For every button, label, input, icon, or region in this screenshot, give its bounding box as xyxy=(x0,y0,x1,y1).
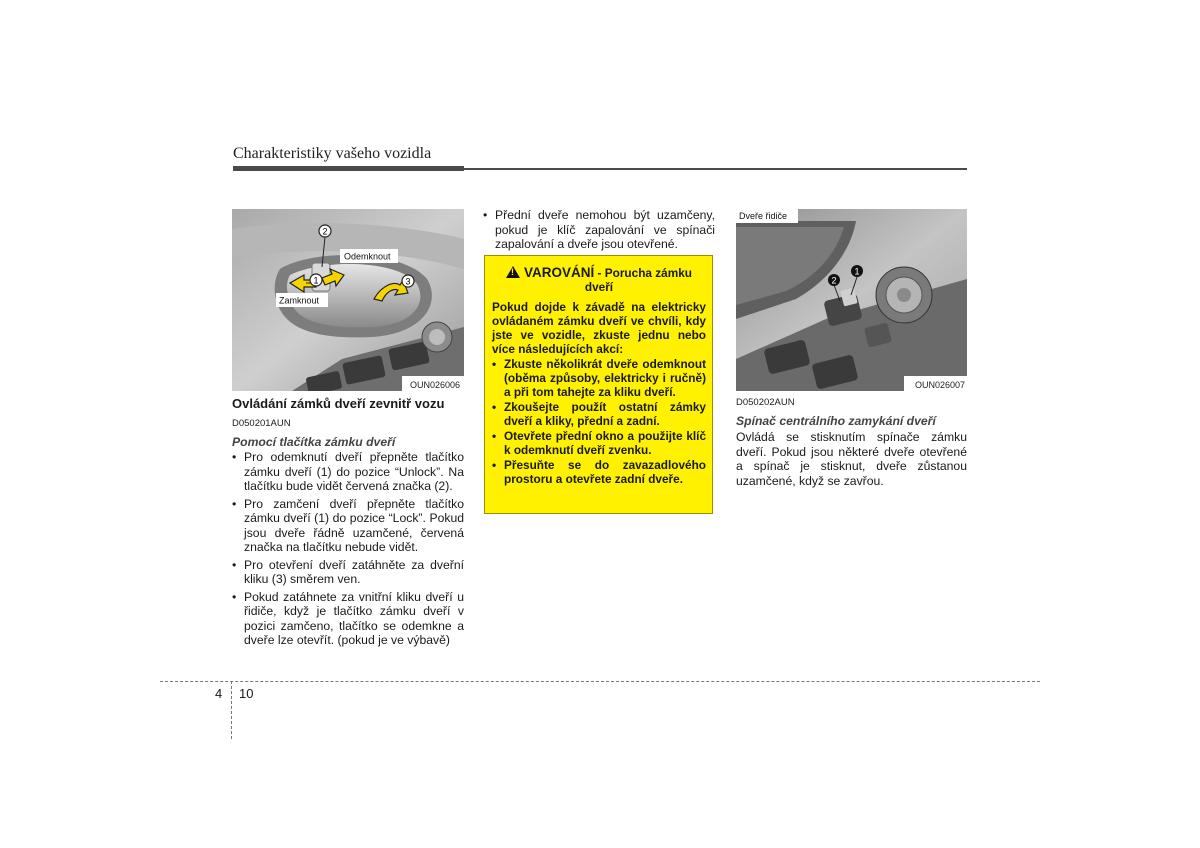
door-handle-illustration xyxy=(232,209,464,391)
warning-box xyxy=(484,255,713,514)
list-item: • Pro zamčení dveří přepněte tlačítko zámku dveří (1) do pozice “Lock”. Pokud jsou dveře řádně uzamčené, červená značka na tlačítku nebude vidět. xyxy=(232,497,464,555)
footer-dashed-rule xyxy=(160,681,1040,682)
callout-1-text: 1 xyxy=(313,275,319,286)
warning-actions-list xyxy=(492,357,706,486)
list-item: • Otevřete přední okno a použijte klíč k odemknutí dveří zvenku. xyxy=(492,429,706,457)
header-rule-thick xyxy=(233,166,464,171)
list-item: • Zkoušejte použít ostatní zámky dveří a kliky, přední a zadní. xyxy=(492,400,706,428)
chapter-number: 4 xyxy=(215,686,223,701)
list-item: • Pokud zatáhnete za vnitřní kliku dveří u řidiče, když je tlačítko zámku dveří v pozici zamčeno, tlačítko se odemkne a dveře lze otevřít. (pokud je ve výbavě) xyxy=(232,590,464,648)
callout-2-right-text: 2 xyxy=(831,275,837,286)
section-code: D050201AUN xyxy=(232,418,291,429)
header-rule-thin xyxy=(464,168,967,170)
central-lock-switch-illustration xyxy=(736,209,967,391)
unlock-label: Odemknout xyxy=(344,251,391,262)
section-title-inside-locks: Ovládání zámků dveří zevnitř vozu xyxy=(232,396,445,411)
callout-2-text: 2 xyxy=(322,226,328,237)
footer-vertical-rule xyxy=(231,681,232,739)
warning-label: VAROVÁNÍ xyxy=(524,265,595,280)
left-column xyxy=(232,396,464,651)
warning-intro: Pokud dojde k závadě na elektricky ovládaném zámku dveří ve chvíli, kdy jste ve vozidle, zkuste jednu nebo více následujících akcí: xyxy=(492,300,706,356)
callout-1-right-text: 1 xyxy=(854,266,860,277)
subheading-lock-button: Pomocí tlačítka zámku dveří xyxy=(232,434,396,449)
right-column xyxy=(736,396,967,488)
figure-right-code: OUN026007 xyxy=(914,380,965,390)
callout-3-text: 3 xyxy=(405,276,411,287)
list-item: • Přední dveře nemohou být uzamčeny, pokud je klíč zapalování ve spínači zapalování a dveře jsou otevřené. xyxy=(483,208,715,252)
warning-title: - Porucha zámku dveří xyxy=(584,266,692,294)
warning-heading xyxy=(492,266,706,294)
central-lock-description: Ovládá se stisknutím spínače zámku dveří. Pokud jsou některé dveře otevřené a spínač je stisknut, dveře zůstanou uzamčené, když se zavřou. xyxy=(736,430,967,488)
list-item: • Přesuňte se do zavazadlového prostoru a otevřete zadní dveře. xyxy=(492,458,706,486)
page-header-title: Charakteristiky vašeho vozidla xyxy=(233,145,432,162)
middle-column xyxy=(483,207,715,255)
section-code-right: D050202AUN xyxy=(736,397,795,408)
lock-instructions-list xyxy=(232,450,464,648)
figure-door-handle xyxy=(232,209,464,391)
list-item: • Pro otevření dveří zatáhněte za dveřní kliku (3) směrem ven. xyxy=(232,558,464,587)
front-doors-note-list xyxy=(483,208,715,252)
figure-right-tag: Dveře řidiče xyxy=(739,211,788,221)
figure-left-code: OUN026006 xyxy=(409,380,460,390)
list-item: • Zkuste několikrát dveře odemknout (oběma způsoby, elektricky i ručně) a při tom tahejte za kliku dveří. xyxy=(492,357,706,399)
page-number: 10 xyxy=(239,686,254,701)
list-item: • Pro odemknutí dveří přepněte tlačítko zámku dveří (1) do pozice “Unlock”. Na tlačítku bude vidět červená značka (2). xyxy=(232,450,464,494)
figure-central-lock-switch xyxy=(736,209,967,391)
warning-triangle-icon xyxy=(506,266,520,278)
lock-label: Zamknout xyxy=(279,295,320,306)
subheading-central-lock: Spínač centrálního zamykání dveří xyxy=(736,413,936,428)
